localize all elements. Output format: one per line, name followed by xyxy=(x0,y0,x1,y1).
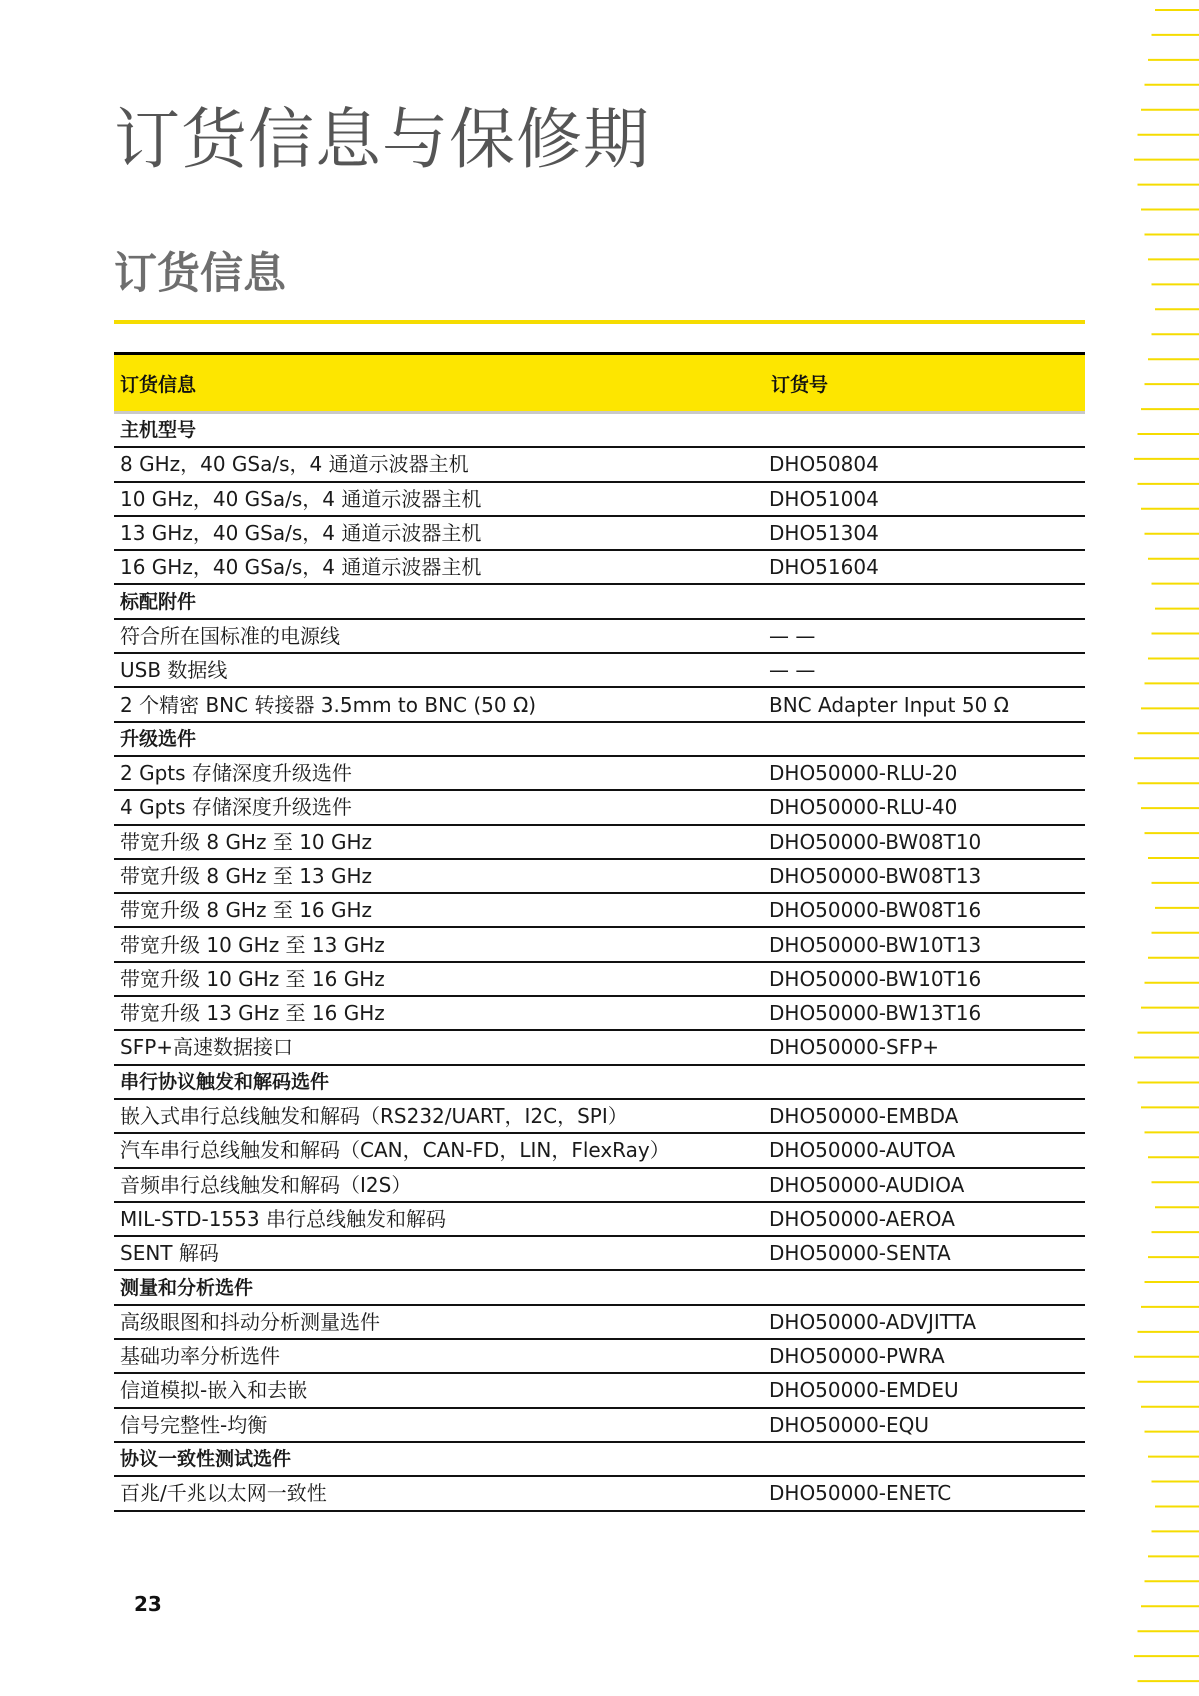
category-row xyxy=(114,413,1085,448)
table-row xyxy=(114,1133,1085,1167)
category-label: 主机型号 xyxy=(114,413,765,448)
table-row xyxy=(114,1202,1085,1236)
table-row xyxy=(114,653,1085,687)
table-row xyxy=(114,619,1085,653)
order-number: DHO50000-EMBDA xyxy=(765,1099,1085,1133)
order-number: DHO50000-ADVJITTA xyxy=(765,1305,1085,1339)
item-description: 4 Gpts 存储深度升级选件 xyxy=(114,790,765,824)
item-description: 音频串行总线触发和解码（I2S） xyxy=(114,1168,765,1202)
order-number: — — xyxy=(765,619,1085,653)
order-number xyxy=(765,1270,1085,1304)
item-description: 2 个精密 BNC 转接器 3.5mm to BNC (50 Ω) xyxy=(114,687,765,721)
section-divider xyxy=(114,320,1085,324)
table-row xyxy=(114,1030,1085,1064)
category-label: 串行协议触发和解码选件 xyxy=(114,1065,765,1099)
table-row xyxy=(114,1099,1085,1133)
item-description: 2 Gpts 存储深度升级选件 xyxy=(114,756,765,790)
order-number xyxy=(765,584,1085,618)
item-description: 13 GHz，40 GSa/s，4 通道示波器主机 xyxy=(114,516,765,550)
table-row xyxy=(114,790,1085,824)
item-description: SENT 解码 xyxy=(114,1236,765,1270)
item-description: 8 GHz，40 GSa/s，4 通道示波器主机 xyxy=(114,447,765,481)
category-label: 标配附件 xyxy=(114,584,765,618)
order-number xyxy=(765,1442,1085,1476)
table-row xyxy=(114,893,1085,927)
table-row xyxy=(114,447,1085,481)
order-number: DHO50000-ENETC xyxy=(765,1476,1085,1510)
section-title: 订货信息 xyxy=(114,249,286,299)
item-description: SFP+高速数据接口 xyxy=(114,1030,765,1064)
category-row xyxy=(114,722,1085,756)
item-description: MIL-STD-1553 串行总线触发和解码 xyxy=(114,1202,765,1236)
category-label: 升级选件 xyxy=(114,722,765,756)
order-number: DHO50000-AUDIOA xyxy=(765,1168,1085,1202)
order-number: DHO50000-PWRA xyxy=(765,1339,1085,1373)
order-number: — — xyxy=(765,653,1085,687)
table-row xyxy=(114,825,1085,859)
table-row xyxy=(114,482,1085,516)
ordering-table xyxy=(114,352,1085,1512)
table-row xyxy=(114,516,1085,550)
order-number: DHO51604 xyxy=(765,550,1085,584)
category-label: 测量和分析选件 xyxy=(114,1270,765,1304)
order-number: DHO50000-SFP+ xyxy=(765,1030,1085,1064)
order-number: DHO50000-BW10T13 xyxy=(765,927,1085,961)
page-title: 订货信息与保修期 xyxy=(114,101,650,178)
order-number xyxy=(765,1065,1085,1099)
order-number: DHO50000-AEROA xyxy=(765,1202,1085,1236)
table-row xyxy=(114,927,1085,961)
table-row xyxy=(114,550,1085,584)
item-description: 带宽升级 13 GHz 至 16 GHz xyxy=(114,996,765,1030)
table-row xyxy=(114,859,1085,893)
table-row xyxy=(114,1305,1085,1339)
header-ordering-info: 订货信息 xyxy=(114,354,765,413)
table-row xyxy=(114,687,1085,721)
order-number: DHO50000-SENTA xyxy=(765,1236,1085,1270)
item-description: 信号完整性-均衡 xyxy=(114,1408,765,1442)
item-description: 带宽升级 10 GHz 至 16 GHz xyxy=(114,962,765,996)
item-description: 信道模拟-嵌入和去嵌 xyxy=(114,1373,765,1407)
order-number: DHO50000-EMDEU xyxy=(765,1373,1085,1407)
table-row xyxy=(114,962,1085,996)
item-description: 汽车串行总线触发和解码（CAN，CAN-FD，LIN，FlexRay） xyxy=(114,1133,765,1167)
category-row xyxy=(114,584,1085,618)
item-description: 高级眼图和抖动分析测量选件 xyxy=(114,1305,765,1339)
order-number: DHO50000-BW10T16 xyxy=(765,962,1085,996)
table-row xyxy=(114,1408,1085,1442)
order-number: DHO50000-BW08T13 xyxy=(765,859,1085,893)
order-number: DHO50000-BW13T16 xyxy=(765,996,1085,1030)
order-number: DHO50000-BW08T10 xyxy=(765,825,1085,859)
category-row xyxy=(114,1270,1085,1304)
order-number: DHO50000-RLU-40 xyxy=(765,790,1085,824)
item-description: 带宽升级 8 GHz 至 16 GHz xyxy=(114,893,765,927)
item-description: USB 数据线 xyxy=(114,653,765,687)
table-row xyxy=(114,1168,1085,1202)
category-row xyxy=(114,1442,1085,1476)
item-description: 符合所在国标准的电源线 xyxy=(114,619,765,653)
table-header-row xyxy=(114,354,1085,413)
item-description: 带宽升级 8 GHz 至 10 GHz xyxy=(114,825,765,859)
item-description: 基础功率分析选件 xyxy=(114,1339,765,1373)
order-number: DHO51004 xyxy=(765,482,1085,516)
category-row xyxy=(114,1065,1085,1099)
item-description: 带宽升级 8 GHz 至 13 GHz xyxy=(114,859,765,893)
header-order-number: 订货号 xyxy=(765,354,1085,413)
order-number xyxy=(765,722,1085,756)
table-row xyxy=(114,756,1085,790)
decorative-line-pattern xyxy=(1120,0,1199,1696)
order-number: DHO50000-BW08T16 xyxy=(765,893,1085,927)
table-row xyxy=(114,1476,1085,1510)
order-number: DHO50000-AUTOA xyxy=(765,1133,1085,1167)
order-number: DHO50000-RLU-20 xyxy=(765,756,1085,790)
table-row xyxy=(114,996,1085,1030)
table-row xyxy=(114,1373,1085,1407)
item-description: 16 GHz，40 GSa/s，4 通道示波器主机 xyxy=(114,550,765,584)
order-number xyxy=(765,413,1085,448)
order-number: DHO50804 xyxy=(765,447,1085,481)
category-label: 协议一致性测试选件 xyxy=(114,1442,765,1476)
table-row xyxy=(114,1339,1085,1373)
order-number: BNC Adapter Input 50 Ω xyxy=(765,687,1085,721)
order-number: DHO51304 xyxy=(765,516,1085,550)
order-number: DHO50000-EQU xyxy=(765,1408,1085,1442)
table-row xyxy=(114,1236,1085,1270)
item-description: 百兆/千兆以太网一致性 xyxy=(114,1476,765,1510)
page-number: 23 xyxy=(134,1592,162,1616)
table-body xyxy=(114,413,1085,1511)
item-description: 嵌入式串行总线触发和解码（RS232/UART，I2C，SPI） xyxy=(114,1099,765,1133)
item-description: 10 GHz，40 GSa/s，4 通道示波器主机 xyxy=(114,482,765,516)
item-description: 带宽升级 10 GHz 至 13 GHz xyxy=(114,927,765,961)
